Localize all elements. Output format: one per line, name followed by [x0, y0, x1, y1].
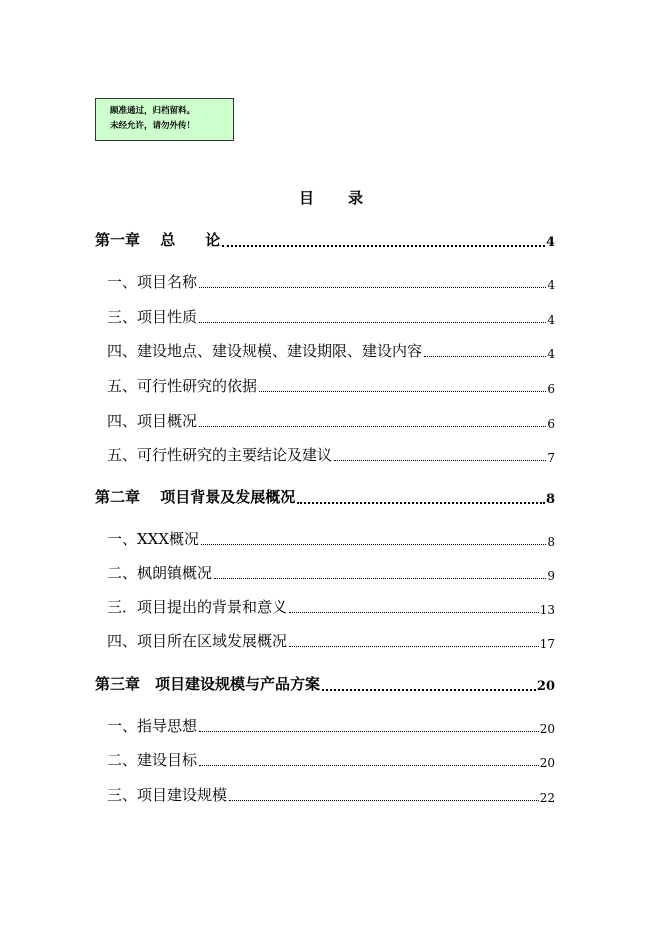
dot-leader [322, 689, 536, 691]
dot-leader [199, 426, 546, 427]
dot-leader [199, 731, 539, 732]
toc-entry-page: 6 [547, 417, 555, 431]
toc-section-1-5[interactable] [95, 410, 555, 431]
toc-entry-page: 8 [545, 492, 555, 507]
dot-leader [289, 646, 539, 647]
toc-entry-label: 三、项目性质 [107, 308, 198, 326]
toc-title-char-1: 目 [298, 189, 314, 207]
notice-line-1: 顾准通过，归档留料。 [110, 106, 196, 116]
notice-line-2: 未经允许，请勿外传！ [110, 121, 196, 131]
toc-entry-page: 22 [539, 791, 555, 805]
toc-entry-label: 一、指导思想 [107, 717, 198, 735]
toc-entry-label: 三、项目建设规模 [107, 786, 228, 804]
toc-entry-label: 第二章 项目背景及发展概况 [95, 488, 296, 506]
toc-entry-page: 4 [547, 347, 555, 361]
toc-entry-page: 20 [536, 679, 555, 694]
confidential-notice-box [95, 98, 234, 141]
dot-leader [201, 544, 546, 545]
toc-entry-label: 二、建设目标 [107, 751, 198, 769]
toc-entry-label: 四、项目概况 [107, 412, 198, 430]
toc-chapter-3[interactable] [95, 673, 555, 694]
toc-section-3-2[interactable] [95, 749, 555, 770]
toc-entry-page: 8 [547, 535, 555, 549]
toc-section-1-1[interactable] [95, 271, 555, 292]
toc-entry-page: 4 [545, 235, 555, 250]
toc-entry-label: 二、枫朗镇概况 [107, 564, 213, 582]
toc-title [0, 187, 662, 208]
dot-leader [289, 612, 539, 613]
toc-section-1-3[interactable] [95, 340, 555, 361]
toc-chapter-2[interactable] [95, 486, 555, 507]
toc-section-1-2[interactable] [95, 306, 555, 327]
toc-section-2-2[interactable] [95, 562, 555, 583]
toc-section-3-3[interactable] [95, 784, 555, 805]
toc-entry-page: 20 [539, 756, 555, 770]
toc-section-2-1[interactable] [95, 528, 555, 549]
toc-entry-label: 第一章 总 论 [95, 231, 221, 249]
toc-section-3-1[interactable] [95, 715, 555, 736]
dot-leader [334, 460, 546, 461]
toc-section-2-3[interactable] [95, 596, 555, 617]
toc-entry-label: 第三章 项目建设规模与产品方案 [95, 675, 321, 693]
toc-entry-page: 4 [547, 278, 555, 292]
toc-entry-label: 五、可行性研究的主要结论及建议 [107, 446, 333, 464]
toc-entry-page: 20 [539, 722, 555, 736]
toc-entry-label: 四、项目所在区域发展概况 [107, 632, 288, 650]
toc-section-1-6[interactable] [95, 444, 555, 465]
toc-entry-label: 一、项目名称 [107, 273, 198, 291]
dot-leader [199, 322, 546, 323]
toc-entry-page: 17 [539, 637, 555, 651]
toc-section-1-4[interactable] [95, 375, 555, 396]
dot-leader [199, 765, 539, 766]
dot-leader [199, 287, 546, 288]
dot-leader [424, 356, 546, 357]
dot-leader [222, 245, 545, 247]
toc-section-2-4[interactable] [95, 630, 555, 651]
toc-entry-label: 三．项目提出的背景和意义 [107, 598, 288, 616]
toc-entry-page: 13 [539, 603, 555, 617]
toc-entry-label: 四、建设地点、建设规模、建设期限、建设内容 [107, 342, 423, 360]
dot-leader [259, 391, 546, 392]
toc-entry-page: 9 [547, 569, 555, 583]
toc-entry-label: 五、可行性研究的依据 [107, 377, 258, 395]
dot-leader [229, 800, 539, 801]
dot-leader [297, 502, 545, 504]
toc-title-char-2: 录 [348, 189, 364, 207]
toc-chapter-1[interactable] [95, 229, 555, 250]
toc-entry-page: 7 [547, 451, 555, 465]
dot-leader [214, 578, 546, 579]
toc-entry-label: 一、XXX概况 [107, 530, 200, 548]
toc-entry-page: 4 [547, 313, 555, 327]
toc-entry-page: 6 [547, 382, 555, 396]
